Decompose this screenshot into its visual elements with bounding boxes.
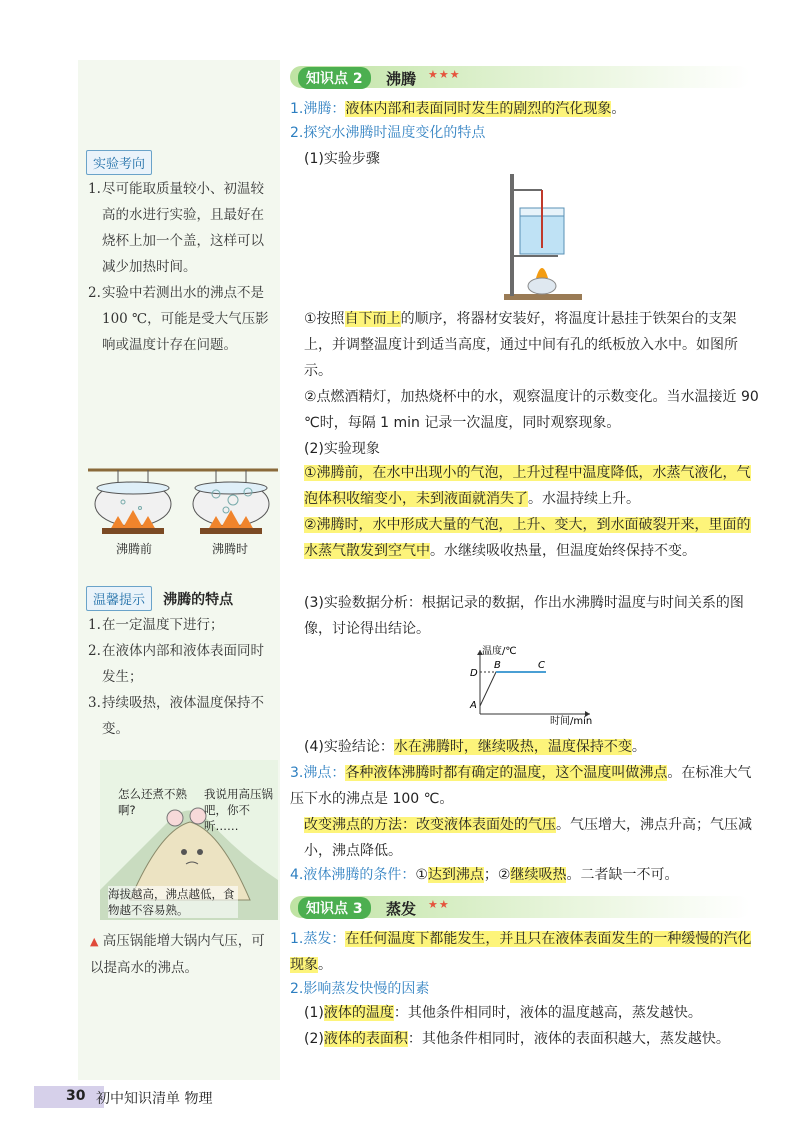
graph-ylabel: 温度/℃ (482, 646, 517, 657)
boiling-definition: 1.沸腾：液体内部和表面同时发生的剧烈的汽化现象。 (290, 101, 626, 117)
graph-label-c: C (538, 660, 545, 671)
tip-header (86, 586, 233, 611)
boiling-conditions: 4.液体沸腾的条件：①达到沸点；②继续吸热。二者缺一不可。 (290, 867, 679, 883)
list-item: 3. 持续吸热，液体温度保持不变。 (88, 695, 264, 737)
list-item: 2. 实验中若测出水的沸点不是100 ℃，可能是受大气压影响或温度计存在问题。 (88, 285, 269, 353)
experiment-conclusion: (4)实验结论：水在沸腾时，继续吸热，温度保持不变。 (304, 739, 646, 755)
graph-label-a: A (470, 700, 477, 711)
graph-xlabel: 时间/min (550, 716, 593, 726)
exam-tag (86, 150, 152, 175)
star-icon: ★★★ (428, 68, 461, 81)
observation-2: ②沸腾时，水中形成大量的气泡，上升、变大，到水面破裂开来，里面的水蒸气散发到空气中。水继续吸收热量，但温度始终保持不变。 (304, 517, 751, 559)
boiling-point-definition: 3.沸点：各种液体沸腾时都有确定的温度，这个温度叫做沸点。在标准大气压下水的沸点是 100 ℃。 (290, 765, 752, 807)
exam-list (88, 176, 274, 358)
pressure-cooker-note: ▲ 高压锅能增大锅内气压，可以提高水的沸点。 (90, 933, 265, 976)
section-heading: 2.探究水沸腾时温度变化的特点 (290, 125, 486, 141)
tip-title: 沸腾的特点 (163, 592, 234, 608)
section-heading: 2.影响蒸发快慢的因素 (290, 981, 430, 997)
factor-temperature: (1)液体的温度：其他条件相同时，液体的温度越高，蒸发越快。 (304, 1005, 702, 1021)
temperature-time-graph (466, 644, 596, 726)
apparatus-diagram (498, 170, 588, 302)
knowledge-point-3-header (290, 896, 750, 918)
change-boiling-point: 改变沸点的方法：改变液体表面处的气压。气压增大，沸点升高；气压减小，沸点降低。 (304, 817, 752, 859)
tip-list (88, 612, 274, 742)
page-number: 30 (66, 1088, 86, 1104)
tip-tag-label: 温馨提示 (86, 586, 152, 611)
cartoon-speech-2: 我说用高压锅吧，你不听…… (204, 787, 273, 833)
pot-during-icon (193, 470, 269, 534)
list-item: 1. 在一定温度下进行； (88, 617, 224, 633)
step-heading: (1)实验步骤 (304, 151, 380, 167)
kp3-label: 知识点 3 (298, 897, 371, 919)
img-label-during: 沸腾时 (212, 542, 249, 556)
knowledge-point-2-header (290, 66, 750, 88)
observation-1: ①沸腾前，在水中出现小的气泡，上升过程中温度降低，水蒸气液化，气泡体积收缩变小，未到液面就消失了。水温持续上升。 (304, 465, 751, 507)
star-icon: ★★ (428, 898, 450, 911)
evaporation-definition: 1.蒸发：在任何温度下都能发生，并且只在液体表面发生的一种缓慢的汽化现象。 (290, 931, 752, 973)
observation-heading: (2)实验现象 (304, 441, 380, 457)
factor-surface-area: (2)液体的表面积：其他条件相同时，液体的表面积越大，蒸发越快。 (304, 1031, 730, 1047)
list-item: 2. 在液体内部和液体表面同时发生； (88, 643, 264, 685)
kp2-title: 沸腾 (386, 70, 417, 88)
graph-label-b: B (494, 660, 501, 671)
footer-title: 初中知识清单 物理 (96, 1091, 213, 1107)
triangle-icon: ▲ (90, 935, 99, 948)
cartoon-speech-1: 怎么还煮不熟啊? (118, 787, 187, 817)
cartoon-caption: 海拔越高，沸点越低，食物越不容易熟。 (108, 886, 238, 918)
graph-label-d: D (470, 668, 478, 679)
step-1: ①按照自下而上的顺序，将器材安装好，将温度计悬挂于铁架台的支架上，并调整温度计到适当高度，通过中间有孔的纸板放入水中。如图所示。 (304, 311, 738, 379)
exam-tag-label: 实验考向 (86, 150, 152, 175)
step-2: ②点燃酒精灯，加热烧杯中的水，观察温度计的示数变化。当水温接近 90 ℃时，每隔 1 min 记录一次温度，同时观察现象。 (304, 389, 759, 431)
pot-before-icon (95, 470, 171, 534)
img-label-before: 沸腾前 (116, 542, 153, 556)
data-analysis: (3)实验数据分析：根据记录的数据，作出水沸腾时温度与时间关系的图像，讨论得出结论。 (304, 595, 744, 637)
list-item: 1. 尽可能取质量较小、初温较高的水进行实验，且最好在烧杯上加一个盖，这样可以减少加热时间。 (88, 181, 264, 275)
kp2-label: 知识点 2 (298, 67, 371, 89)
kp3-title: 蒸发 (386, 900, 417, 918)
